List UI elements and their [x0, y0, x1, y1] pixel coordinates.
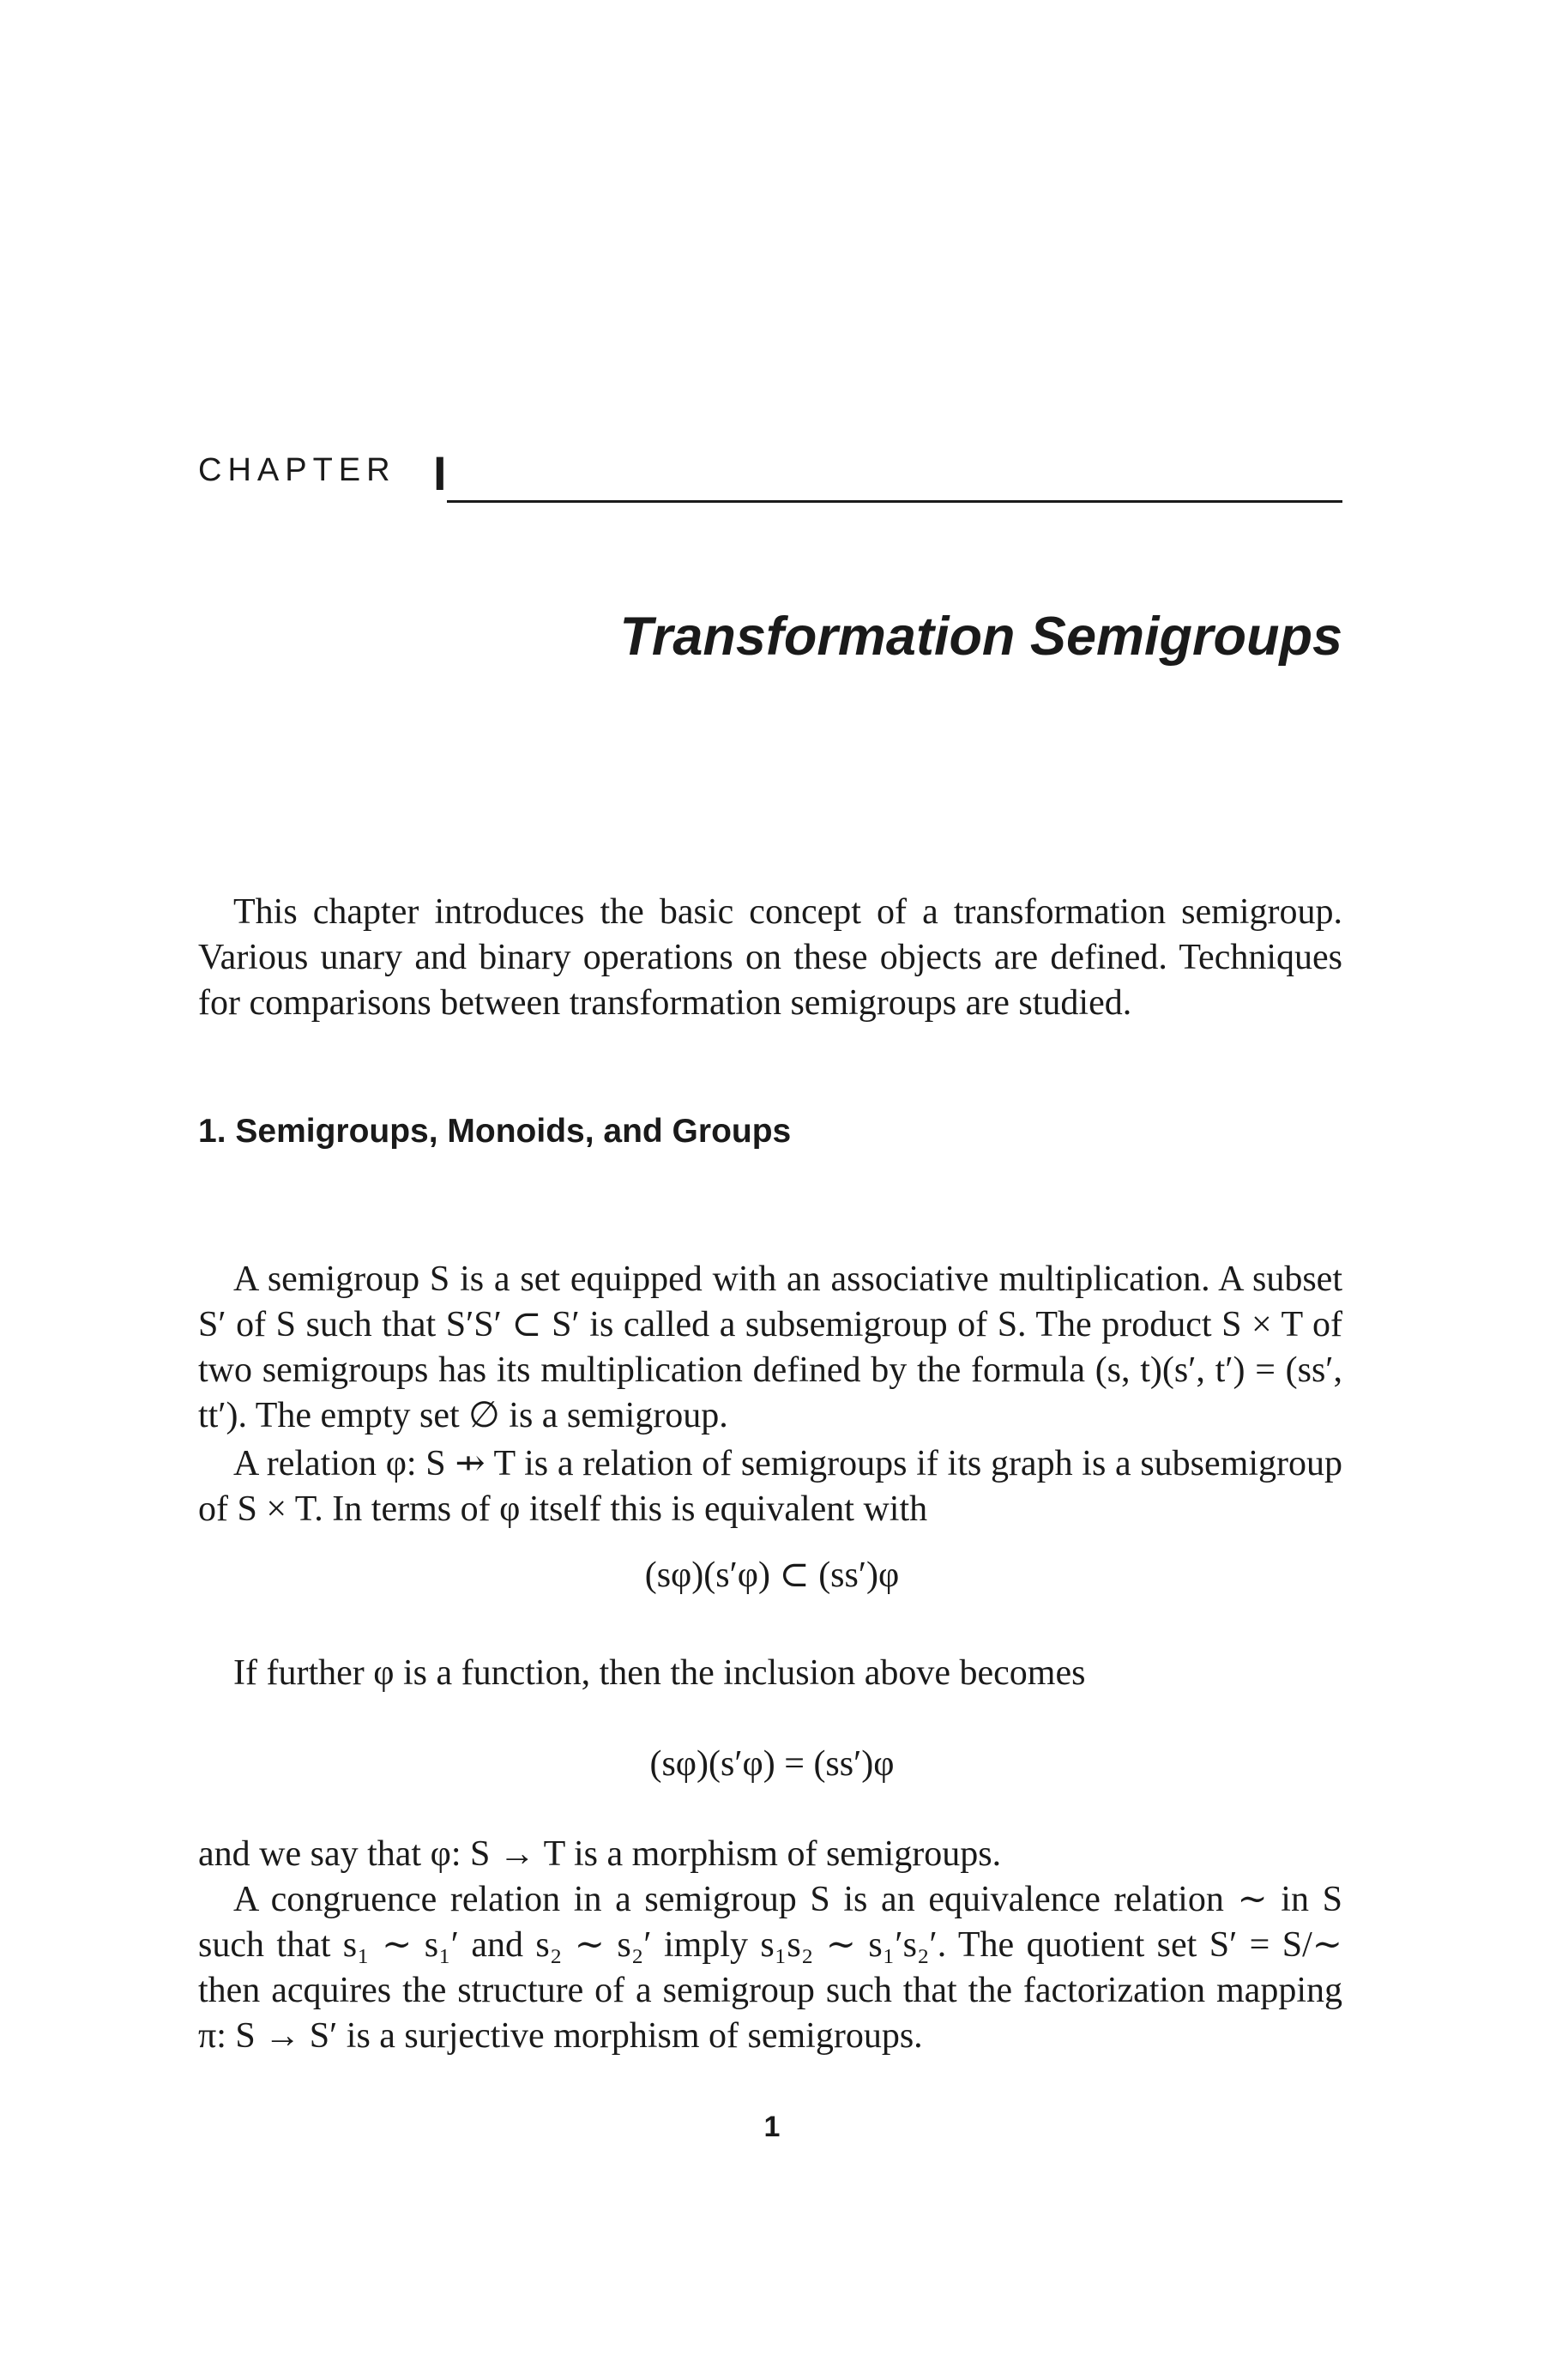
paragraph-relation-definition: A relation φ: S ⇸ T is a relation of semigroups if its graph is a subsemigroup of S × T. In terms of φ itself this is equivalent with — [198, 1444, 1342, 1529]
paragraph-congruence: A congruence relation in a semigroup S is an equivalence relation ∼ in S such that s₁ ∼ s₁′ and s₂ ∼ s₂′ imply s₁s₂ ∼ s₁′s₂′. The quotient set S′ = S/∼ then acquires the structure of a semigroup such that the factorization mapping π: S → S′ is a surjective morphism of semigroups. — [198, 1880, 1342, 2056]
paragraph-semigroup-definition: A semigroup S is a set equipped with an associative multiplication. A subset S′ of S such that S′S′ ⊂ S′ is called a subsemigroup of S. The product S × T of two semigroups has its multiplication defined by the formula (s, t)(s′, t′) = (ss′, tt′). The empty set ∅ is a semigroup. — [198, 1259, 1342, 1435]
section-heading: 1. Semigroups, Monoids, and Groups — [198, 1113, 792, 1150]
chapter-heading — [198, 446, 1342, 529]
formula-equality: (sφ)(s′φ) = (ss′)φ — [649, 1744, 895, 1784]
paragraph-function-case: If further φ is a function, then the inclusion above becomes — [233, 1653, 1086, 1693]
chapter-title: Transformation Semigroups — [619, 607, 1342, 667]
page-number: 1 — [763, 2111, 781, 2143]
chapter-number: I — [433, 446, 447, 500]
paragraph-morphism: and we say that φ: S → T is a morphism of semigroups. — [198, 1834, 1002, 1874]
chapter-label: CHAPTER — [198, 452, 396, 488]
formula-inclusion: (sφ)(s′φ) ⊂ (ss′)φ — [644, 1555, 900, 1595]
intro-paragraph: This chapter introduces the basic concept of a transformation semigroup. Various unary and binary operations on these objects are defined. Techniques for comparisons between transformation semigroups are studied. — [198, 892, 1342, 1023]
chapter-rule — [447, 500, 1342, 503]
